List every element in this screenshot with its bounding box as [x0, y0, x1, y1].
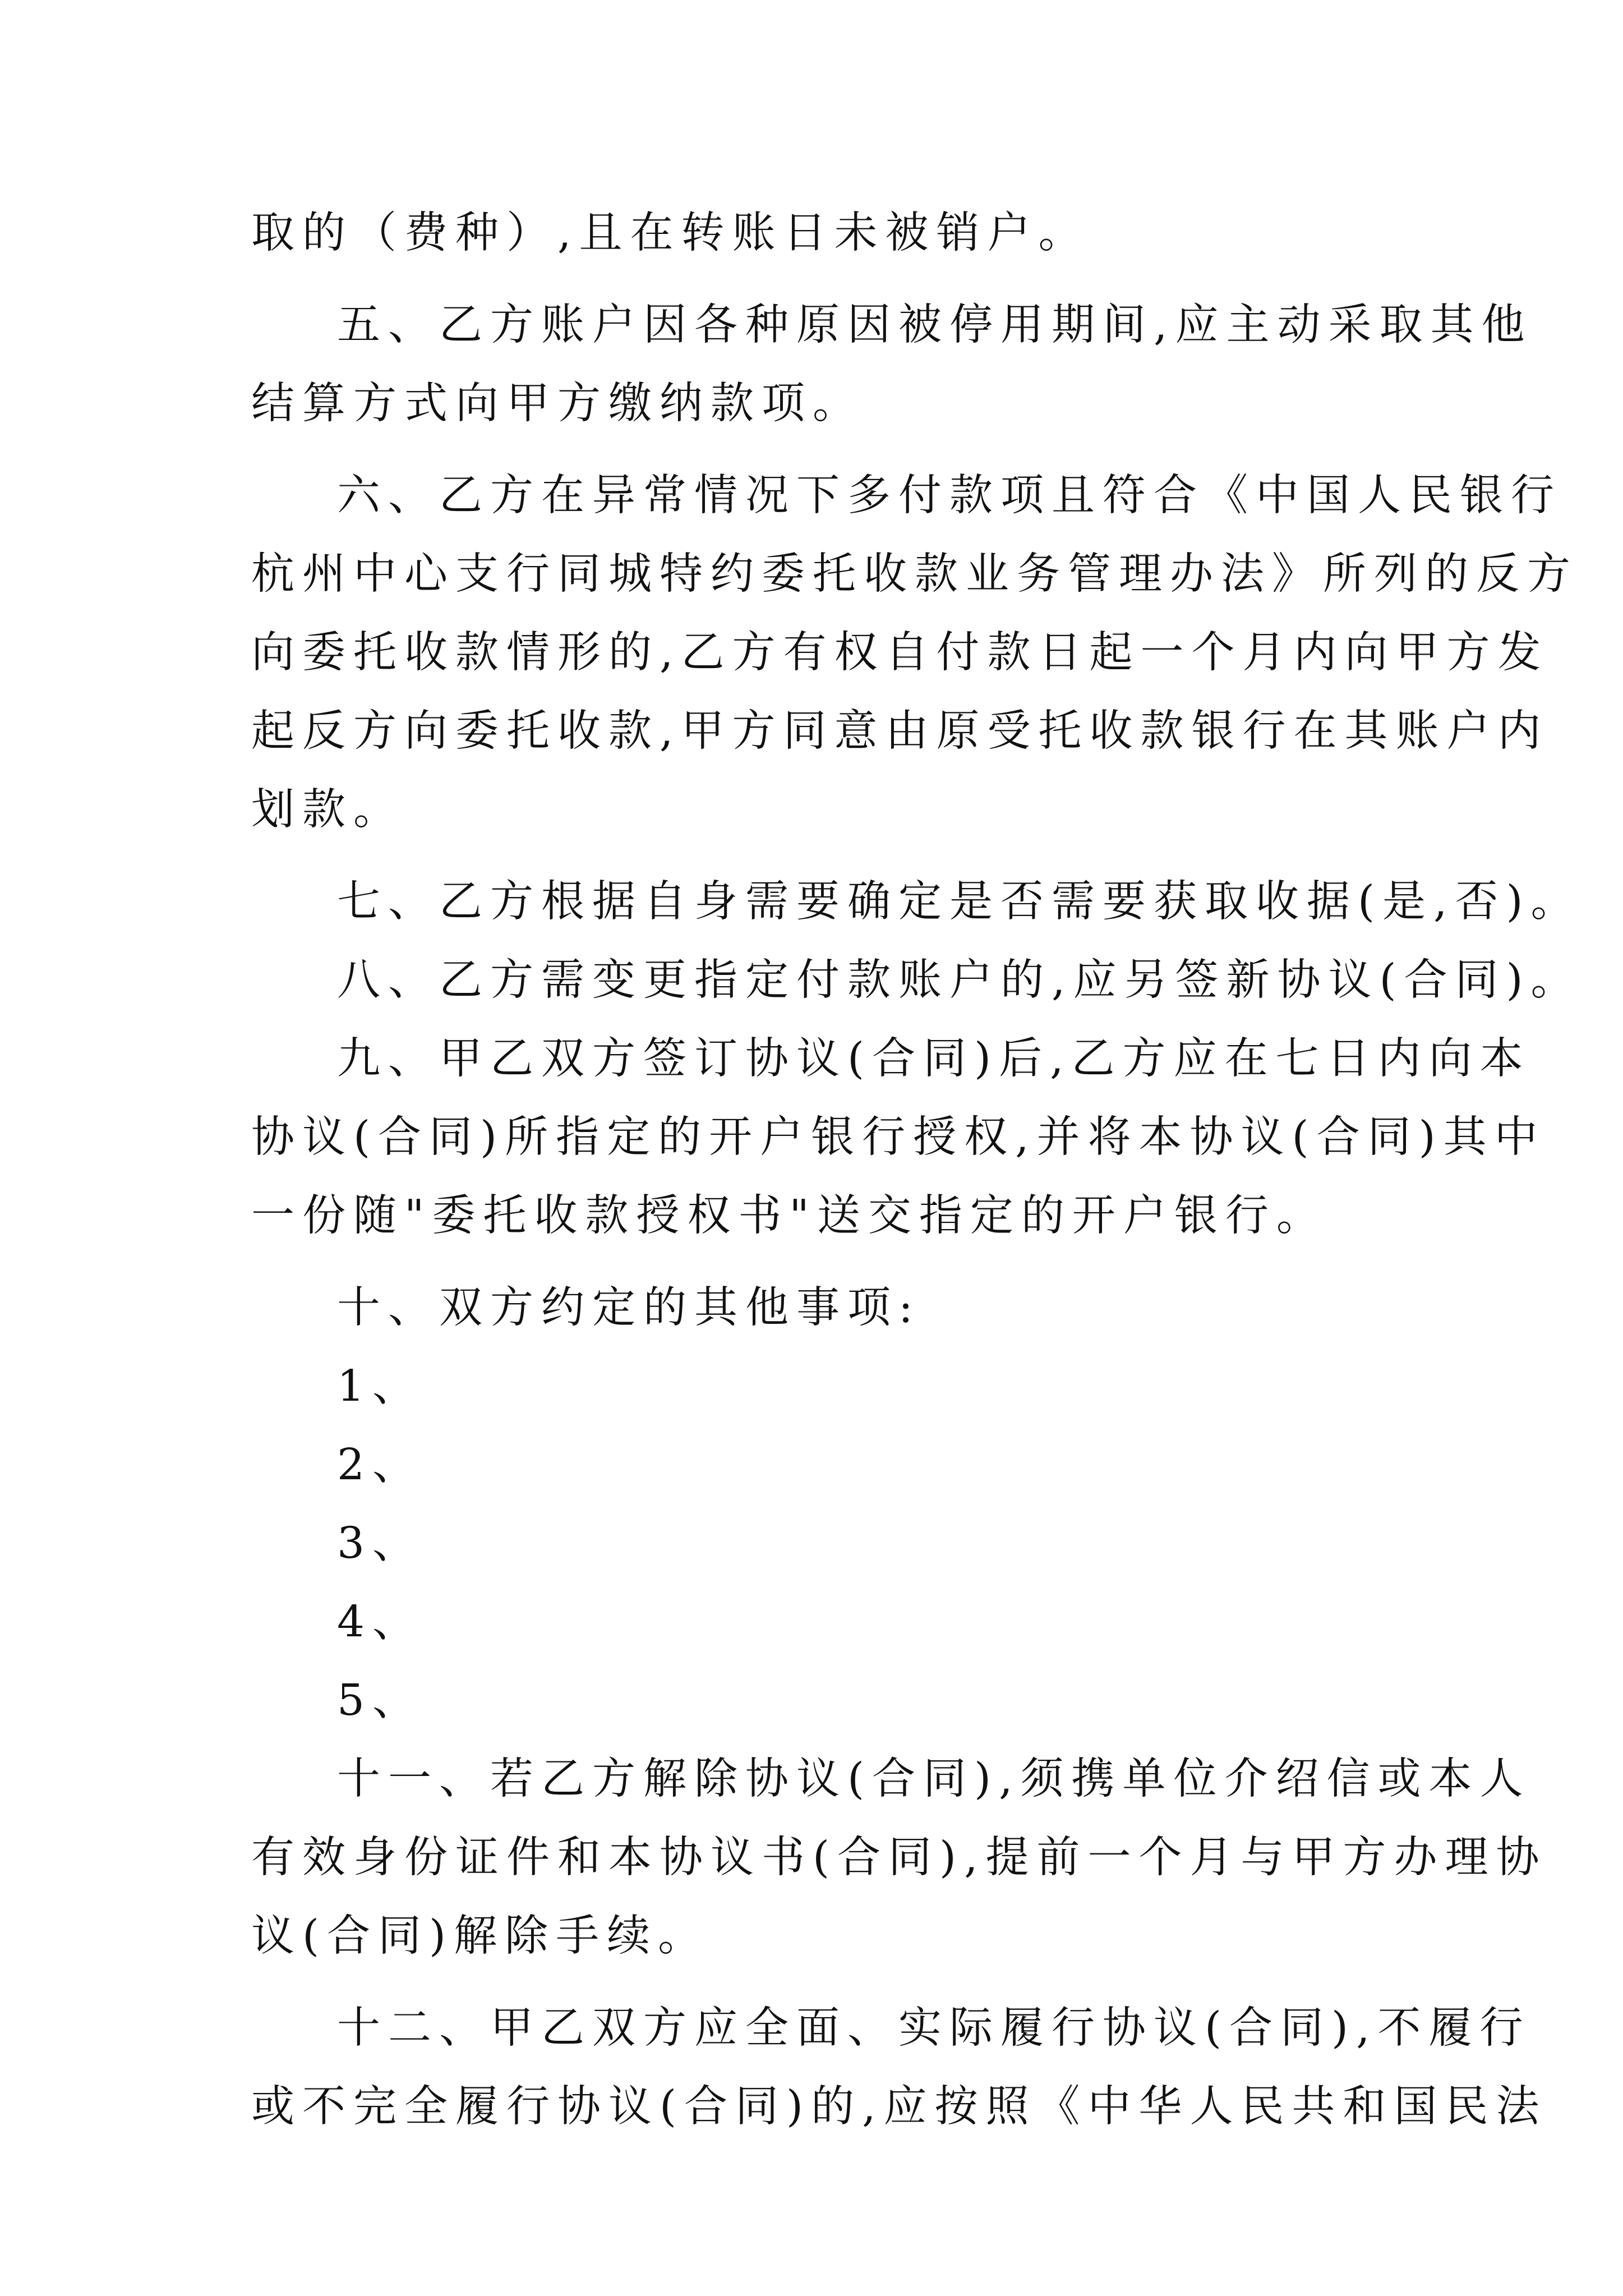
text-line: 向委托收款情形的,乙方有权自付款日起一个月内向甲方发 [251, 628, 1549, 678]
text-line: 议(合同)解除手续。 [251, 1911, 709, 1961]
clause-9: 九、甲乙双方签订协议(合同)后,乙方应在七日内向本 [337, 1034, 1531, 1084]
list-item: 3、 [337, 1519, 423, 1568]
text-line: 起反方向委托收款,甲方同意由原受托收款银行在其账户内 [251, 706, 1549, 756]
clause-5: 五、乙方账户因各种原因被停用期间,应主动采取其他 [337, 300, 1533, 350]
clause-10: 十、双方约定的其他事项: [337, 1283, 921, 1333]
text-line: 划款。 [251, 785, 404, 835]
clause-7: 七、乙方根据自身需要确定是否需要获取收据(是,否)。 [337, 877, 1582, 927]
text-line: 取的（费种）,且在转账日未被销户。 [251, 208, 1090, 258]
clause-6: 六、乙方在异常情况下多付款项且符合《中国人民银行 [337, 471, 1562, 521]
list-item: 5、 [337, 1676, 423, 1726]
text-line: 一份随"委托收款授权书"送交指定的开户银行。 [251, 1191, 1327, 1241]
text-line: 杭州中心支行同城特约委托收款业务管理办法》所列的反方 [251, 549, 1578, 599]
clause-12: 十二、甲乙双方应全面、实际履行协议(合同),不履行 [337, 2003, 1531, 2053]
text-line: 有效身份证件和本协议书(合同),提前一个月与甲方办理协 [251, 1833, 1547, 1883]
list-item: 4、 [337, 1597, 423, 1647]
document-body [251, 194, 1582, 2146]
clause-8: 八、乙方需变更指定付款账户的,应另签新协议(合同)。 [337, 955, 1582, 1005]
list-item: 2、 [337, 1440, 423, 1490]
clause-11: 十一、若乙方解除协议(合同),须携单位介绍信或本人 [337, 1754, 1531, 1804]
text-line: 或不完全履行协议(合同)的,应按照《中华人民共和国民法 [251, 2082, 1547, 2132]
text-line: 协议(合同)所指定的开户银行授权,并将本协议(合同)其中 [251, 1112, 1546, 1162]
text-line: 结算方式向甲方缴纳款项。 [251, 379, 864, 429]
list-item: 1、 [337, 1361, 423, 1411]
